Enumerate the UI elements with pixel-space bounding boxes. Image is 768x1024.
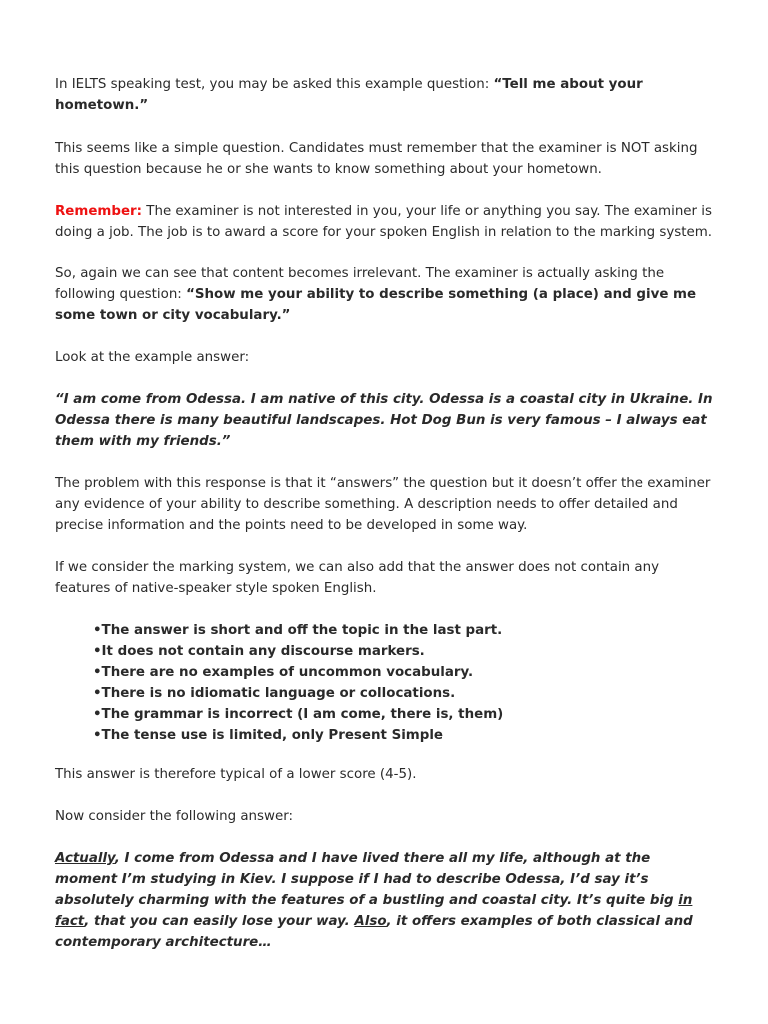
intro-text: In IELTS speaking test, you may be asked this example question: bbox=[55, 77, 494, 92]
remember-text: The examiner is not interested in you, your life or anything you say. The examiner is doing a job. The job is to award a score for your spoken English in relation to the marking system. bbox=[55, 204, 713, 240]
marking-paragraph: If we consider the marking system, we can also add that the answer does not contain any features of native-speaker style spoken English. bbox=[55, 560, 660, 596]
example-question: “Tell me about your hometown.” bbox=[55, 77, 643, 113]
discourse-marker: Also bbox=[354, 914, 387, 929]
remember-label: Remember: bbox=[55, 204, 143, 219]
list-item: •The tense use is limited, only Present Simple bbox=[93, 728, 444, 743]
list-item: •The grammar is incorrect (I am come, there is, them) bbox=[93, 707, 504, 722]
discourse-marker: Actually bbox=[55, 851, 115, 866]
next-answer-intro: Now consider the following answer: bbox=[55, 809, 293, 824]
score-paragraph: This answer is therefore typical of a lower score (4-5). bbox=[55, 767, 417, 782]
discourse-marker: in fact bbox=[55, 893, 693, 929]
list-item: •It does not contain any discourse markers. bbox=[93, 644, 425, 659]
answer-text: , I come from Odessa and I have lived there all my life, although at the moment I’m studying in Kiev. I suppose if I had to describe Odessa, I’d say it’s absolutely charming with the features of a bustling and coastal city. It’s quite big bbox=[55, 851, 679, 908]
explanation-paragraph: This seems like a simple question. Candidates must remember that the examiner is NOT asking this question because he or she wants to know something about your hometown. bbox=[55, 141, 698, 177]
list-item: •There is no idiomatic language or collocations. bbox=[93, 686, 456, 701]
answer-text: , it offers examples of both classical and contemporary architecture… bbox=[55, 914, 693, 950]
list-item: •There are no examples of uncommon vocabulary. bbox=[93, 665, 474, 680]
remember-paragraph bbox=[55, 201, 715, 243]
real-question: “Show me your ability to describe something (a place) and give me some town or city vocabulary.” bbox=[55, 287, 697, 323]
content-paragraph bbox=[55, 263, 715, 326]
answer-text: , that you can easily lose your way. bbox=[84, 914, 355, 929]
problem-list bbox=[93, 620, 713, 746]
content-text: So, again we can see that content becomes irrelevant. The examiner is actually asking the following question: bbox=[55, 266, 665, 302]
list-item: •The answer is short and off the topic in the last part. bbox=[93, 623, 503, 638]
example-intro: Look at the example answer: bbox=[55, 350, 250, 365]
strong-answer bbox=[55, 848, 715, 953]
intro-paragraph bbox=[55, 74, 715, 116]
weak-answer: “I am come from Odessa. I am native of this city. Odessa is a coastal city in Ukraine. In Odessa there is many beautiful landscapes. Hot Dog Bun is very famous – I always eat them with my friends.” bbox=[55, 392, 713, 449]
problem-paragraph: The problem with this response is that it “answers” the question but it doesn’t offer the examiner any evidence of your ability to describe something. A description needs to offer detailed and precise information and the points need to be developed in some way. bbox=[55, 476, 711, 533]
